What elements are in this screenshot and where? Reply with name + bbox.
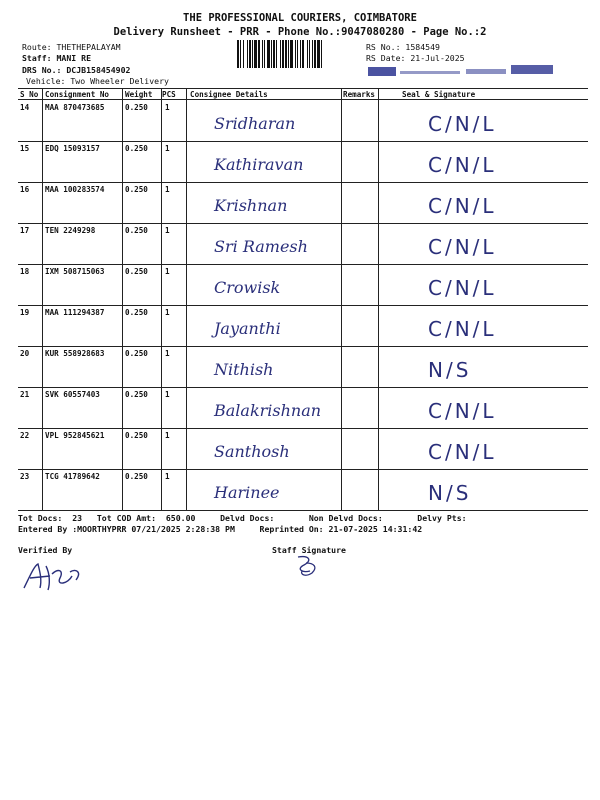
company-title: THE PROFESSIONAL COURIERS, COIMBATORE: [183, 12, 417, 24]
col-header-sno: S No: [20, 90, 39, 99]
row-consignment-no: VPL 952845621: [45, 431, 105, 440]
col-header-consignment: Consignment No: [45, 90, 110, 99]
row-divider: [18, 387, 588, 388]
rs-date: RS Date: 21-Jul-2025: [366, 53, 465, 63]
row-seal-signature: C/N/L: [428, 153, 497, 177]
row-divider: [18, 141, 588, 142]
row-consignee-handwriting: Kathiravan: [214, 155, 304, 174]
row-weight: 0.250: [125, 390, 148, 399]
row-consignee-handwriting: Santhosh: [214, 442, 290, 461]
row-consignee-handwriting: Crowisk: [214, 278, 281, 297]
runsheet-subtitle: Delivery Runsheet - PRR - Phone No.:9047080280 - Page No.:2: [113, 26, 487, 38]
row-consignee-handwriting: Jayanthi: [214, 319, 281, 338]
rs-number: RS No.: 1584549: [366, 42, 440, 52]
delivery-stamp-image: [366, 61, 566, 81]
row-weight: 0.250: [125, 267, 148, 276]
col-header-pcs: PCS: [162, 90, 176, 99]
verified-by-label: Verified By: [18, 545, 73, 555]
row-consignment-no: EDQ 15093157: [45, 144, 100, 153]
row-pcs: 1: [165, 308, 170, 317]
row-divider: [18, 264, 588, 265]
staff-label: Staff: MANI RE: [22, 53, 92, 63]
row-pcs: 1: [165, 103, 170, 112]
totals-line: Tot Docs: 23 Tot COD Amt: 650.00 Delvd Docs: Non Delvd Docs: Delvy Pts:: [18, 513, 467, 523]
row-sno: 20: [20, 349, 30, 358]
col-header-remarks: Remarks: [343, 90, 376, 99]
row-weight: 0.250: [125, 431, 148, 440]
row-pcs: 1: [165, 185, 170, 194]
entered-by-line: Entered By :MOORTHYPRR 07/21/2025 2:28:38 PM Reprinted On: 21-07-2025 14:31:42: [18, 524, 423, 534]
row-consignee-handwriting: Nithish: [214, 360, 274, 379]
row-consignee-handwriting: Krishnan: [214, 196, 288, 215]
col-header-weight: Weight: [125, 90, 153, 99]
row-consignment-no: MAA 111294387: [45, 308, 105, 317]
row-seal-signature: N/S: [428, 481, 472, 505]
row-seal-signature: N/S: [428, 358, 472, 382]
row-weight: 0.250: [125, 103, 148, 112]
vehicle-label: Vehicle: Two Wheeler Delivery: [26, 76, 169, 86]
row-consignment-no: KUR 558928683: [45, 349, 105, 358]
row-weight: 0.250: [125, 226, 148, 235]
row-pcs: 1: [165, 431, 170, 440]
row-consignee-handwriting: Balakrishnan: [214, 401, 322, 420]
barcode-image: [237, 40, 360, 68]
row-consignee-handwriting: Sridharan: [214, 114, 296, 133]
row-pcs: 1: [165, 349, 170, 358]
row-divider: [18, 428, 588, 429]
row-weight: 0.250: [125, 308, 148, 317]
row-consignment-no: SVK 60557403: [45, 390, 100, 399]
row-divider: [18, 469, 588, 470]
row-consignment-no: TCG 41789642: [45, 472, 100, 481]
row-sno: 21: [20, 390, 30, 399]
row-consignee-handwriting: Harinee: [214, 483, 280, 502]
row-consignee-handwriting: Sri Ramesh: [214, 237, 308, 256]
row-seal-signature: C/N/L: [428, 235, 497, 259]
staff-signature-image: [292, 553, 328, 579]
row-divider: [18, 346, 588, 347]
row-weight: 0.250: [125, 472, 148, 481]
row-pcs: 1: [165, 472, 170, 481]
row-consignment-no: IXM 508715063: [45, 267, 105, 276]
col-header-consignee: Consignee Details: [190, 90, 268, 99]
row-sno: 22: [20, 431, 30, 440]
row-weight: 0.250: [125, 185, 148, 194]
row-sno: 18: [20, 267, 30, 276]
drs-number: DRS No.: DCJB158454902: [22, 65, 131, 75]
row-divider: [18, 223, 588, 224]
row-sno: 16: [20, 185, 30, 194]
row-seal-signature: C/N/L: [428, 112, 497, 136]
staff-signature-label: Staff Signature: [272, 545, 346, 555]
row-pcs: 1: [165, 226, 170, 235]
row-seal-signature: C/N/L: [428, 276, 497, 300]
row-seal-signature: C/N/L: [428, 440, 497, 464]
row-consignment-no: MAA 100283574: [45, 185, 105, 194]
row-seal-signature: C/N/L: [428, 317, 497, 341]
row-weight: 0.250: [125, 349, 148, 358]
row-seal-signature: C/N/L: [428, 399, 497, 423]
route-label: Route: THETHEPALAYAM: [22, 42, 121, 52]
row-sno: 19: [20, 308, 30, 317]
verifier-signature-image: [20, 558, 90, 594]
row-divider: [18, 305, 588, 306]
row-consignment-no: TEN 2249298: [45, 226, 96, 235]
row-sno: 17: [20, 226, 30, 235]
row-pcs: 1: [165, 144, 170, 153]
row-pcs: 1: [165, 267, 170, 276]
row-divider: [18, 182, 588, 183]
row-sno: 14: [20, 103, 30, 112]
row-seal-signature: C/N/L: [428, 194, 497, 218]
row-weight: 0.250: [125, 144, 148, 153]
row-consignment-no: MAA 870473685: [45, 103, 105, 112]
row-sno: 15: [20, 144, 30, 153]
row-sno: 23: [20, 472, 30, 481]
row-pcs: 1: [165, 390, 170, 399]
col-header-seal: Seal & Signature: [402, 90, 476, 99]
